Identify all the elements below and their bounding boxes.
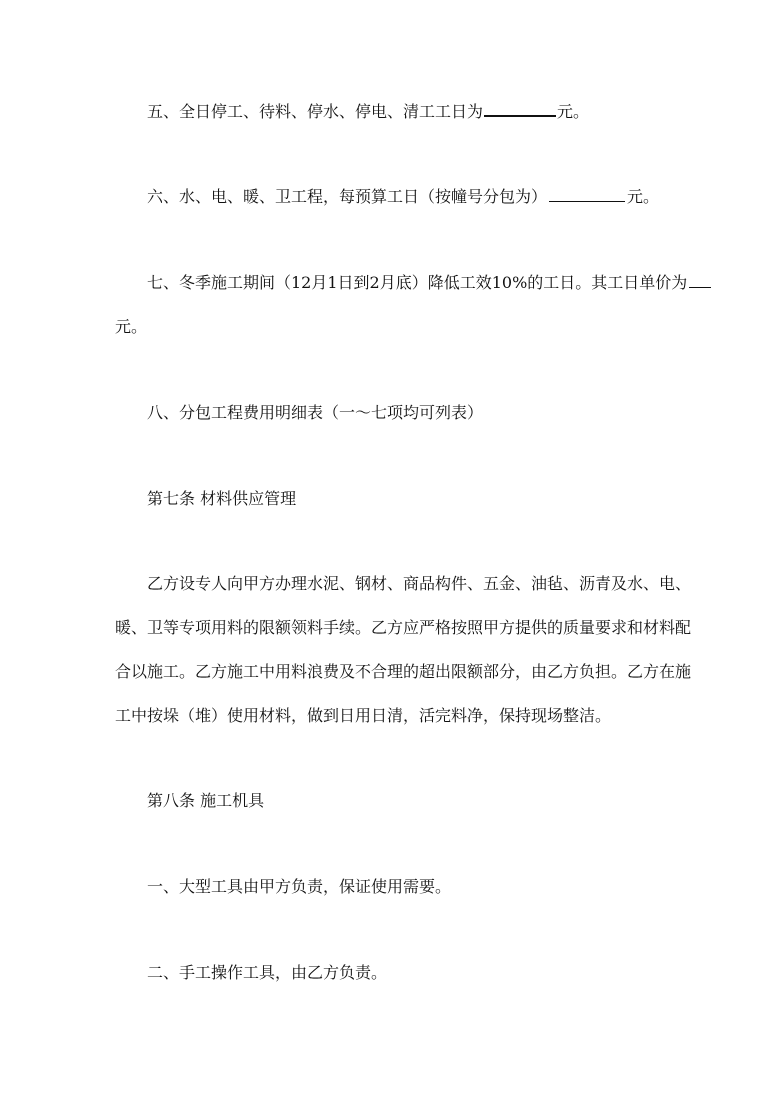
item-6-text: 六、水、电、暖、卫工程，每预算工日（按幢号分包为） bbox=[147, 187, 548, 206]
section-heading: 第七条 材料供应管理 bbox=[147, 489, 297, 508]
article-7-para-line bbox=[115, 661, 692, 683]
article-8-item-1 bbox=[147, 876, 707, 898]
item-5 bbox=[147, 100, 707, 123]
item-5-text: 五、全日停工、待料、停水、停电、清工工日为 bbox=[147, 102, 484, 121]
article-7-para-line bbox=[115, 705, 675, 727]
list-item-text: 一、大型工具由甲方负责，保证使用需要。 bbox=[147, 877, 452, 896]
article-8-heading bbox=[147, 790, 707, 812]
item-8 bbox=[147, 402, 707, 424]
article-8-item-2 bbox=[147, 962, 707, 984]
paragraph-text: 暖、卫等专项用料的限额领料手续。乙方应严格按照甲方提供的质量要求和材料配 bbox=[115, 618, 692, 637]
item-6-unit: 元。 bbox=[627, 187, 660, 206]
article-7-heading bbox=[147, 488, 707, 510]
item-7-line-2 bbox=[115, 316, 675, 338]
item-7-unit: 元。 bbox=[115, 317, 148, 336]
article-7-para-line bbox=[147, 573, 707, 595]
fill-blank bbox=[484, 100, 556, 117]
item-5-unit: 元。 bbox=[557, 102, 590, 121]
article-7-para-line bbox=[115, 617, 692, 639]
fill-blank bbox=[689, 272, 711, 288]
item-6 bbox=[147, 186, 707, 208]
paragraph-text: 乙方设专人向甲方办理水泥、钢材、商品构件、五金、油毡、沥青及水、电、 bbox=[147, 574, 692, 593]
paragraph-text: 合以施工。乙方施工中用料浪费及不合理的超出限额部分，由乙方负担。乙方在施 bbox=[115, 662, 692, 681]
paragraph-text: 工中按垛（堆）使用材料，做到日用日清，活完料净，保持现场整洁。 bbox=[115, 706, 612, 725]
item-7-text: 七、冬季施工期间（12月1日到2月底）降低工效10%的工日。其工日单价为 bbox=[147, 273, 688, 292]
fill-blank bbox=[549, 186, 625, 202]
section-heading: 第八条 施工机具 bbox=[147, 791, 265, 810]
item-7-line-1 bbox=[147, 272, 707, 294]
list-item-text: 二、手工操作工具，由乙方负责。 bbox=[147, 963, 388, 982]
item-8-text: 八、分包工程费用明细表（一～七项均可列表） bbox=[147, 403, 484, 422]
